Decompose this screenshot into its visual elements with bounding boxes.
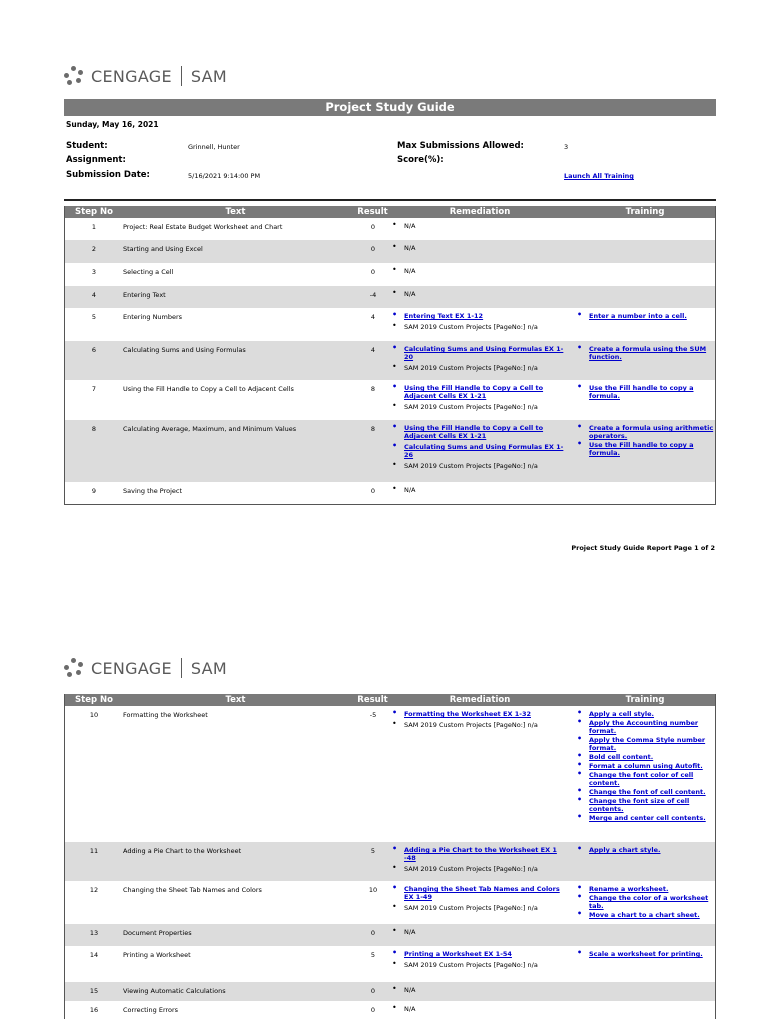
report-date: Sunday, May 16, 2021 [66, 120, 159, 129]
table-row [65, 308, 715, 341]
table-row [65, 218, 715, 240]
step-number: 12 [89, 886, 99, 894]
remediation-item: • SAM 2019 Custom Projects [PageNo:] n/a [390, 904, 570, 912]
step-number: 3 [91, 268, 97, 276]
step-number: 5 [91, 313, 97, 321]
step-result: 0 [370, 487, 376, 495]
table-header [65, 206, 715, 218]
training-link[interactable]: • Create a formula using the SUM function. [575, 345, 715, 361]
training-link[interactable]: • Move a chart to a chart sheet. [575, 911, 715, 919]
training-link[interactable]: • Change the color of a worksheet tab. [575, 894, 715, 910]
step-text: Entering Numbers [123, 313, 183, 321]
page-footer: Project Study Guide Report Page 1 of 2 [571, 544, 715, 552]
remediation-item: • SAM 2019 Custom Projects [PageNo:] n/a [390, 364, 570, 372]
remediation-link[interactable]: • Using the Fill Handle to Copy a Cell to Adjacent Cells EX 1-21 [390, 424, 570, 440]
step-result: 5 [370, 951, 376, 959]
step-text: Calculating Sums and Using Formulas [123, 346, 246, 354]
remediation-link[interactable]: • Entering Text EX 1-12 [390, 312, 570, 320]
step-number: 13 [89, 929, 99, 937]
remediation-item: • N/A [390, 290, 570, 298]
study-guide-table [64, 206, 716, 505]
step-result: 4 [370, 313, 376, 321]
step-text: Selecting a Cell [123, 268, 174, 276]
step-number: 15 [89, 987, 99, 995]
remediation-item: • N/A [390, 267, 570, 275]
remediation-link[interactable]: • Using the Fill Handle to Copy a Cell to Adjacent Cells EX 1-21 [390, 384, 570, 400]
step-result: 0 [370, 929, 376, 937]
table-row [65, 286, 715, 308]
training-link[interactable]: • Change the font of cell content. [575, 788, 715, 796]
step-number: 1 [91, 223, 97, 231]
table-row [65, 924, 715, 946]
step-text: Document Properties [123, 929, 192, 937]
remediation-list [390, 710, 570, 732]
remediation-link[interactable]: • Calculating Sums and Using Formulas EX 1-20 [390, 345, 570, 361]
step-number: 10 [89, 711, 99, 719]
cengage-mark-icon [64, 66, 86, 86]
training-list [575, 384, 715, 401]
header-text: Text [225, 207, 246, 217]
step-text: Calculating Average, Maximum, and Minimum Values [123, 425, 297, 433]
student-value: Grinnell, Hunter [188, 143, 240, 151]
step-text: Formatting the Worksheet [123, 711, 208, 719]
step-text: Changing the Sheet Tab Names and Colors [123, 886, 262, 894]
remediation-list [390, 885, 570, 915]
step-text: Starting and Using Excel [123, 245, 203, 253]
step-result: 10 [368, 886, 378, 894]
header-text: Text [225, 695, 246, 705]
remediation-list [390, 244, 570, 255]
step-result: 8 [370, 425, 376, 433]
remediation-list [390, 312, 570, 334]
training-link[interactable]: • Change the font color of cell content. [575, 771, 715, 787]
remediation-link[interactable]: • Formatting the Worksheet EX 1-32 [390, 710, 570, 718]
remediation-list [390, 267, 570, 278]
header-step: Step No [75, 207, 113, 217]
remediation-item: • SAM 2019 Custom Projects [PageNo:] n/a [390, 961, 570, 969]
step-number: 11 [89, 847, 99, 855]
step-result: 4 [370, 346, 376, 354]
remediation-link[interactable]: • Printing a Worksheet EX 1-54 [390, 950, 570, 958]
study-guide-table-page2 [64, 694, 716, 1019]
training-list [575, 885, 715, 920]
remediation-list [390, 486, 570, 497]
table-row [65, 1001, 715, 1019]
launch-all-training-link[interactable]: Launch All Training [564, 172, 634, 180]
training-list [575, 424, 715, 458]
remediation-item: • N/A [390, 1005, 570, 1013]
header-result: Result [357, 695, 388, 705]
step-text: Saving the Project [123, 487, 183, 495]
training-link[interactable]: • Enter a number into a cell. [575, 312, 715, 320]
step-text: Project: Real Estate Budget Worksheet and Chart [123, 223, 283, 231]
header-training: Training [625, 207, 665, 217]
table-row [65, 842, 715, 881]
training-link[interactable]: • Apply a chart style. [575, 846, 715, 854]
table-row [65, 881, 715, 924]
header-remediation: Remediation [449, 695, 511, 705]
table-row [65, 240, 715, 263]
table-row [65, 706, 715, 842]
step-number: 4 [91, 291, 97, 299]
student-label: Student: [66, 141, 108, 151]
training-link[interactable]: • Merge and center cell contents. [575, 814, 715, 822]
step-text: Using the Fill Handle to Copy a Cell to Adjacent Cells [123, 385, 294, 393]
cengage-logo-page2 [64, 658, 227, 678]
training-list [575, 950, 715, 959]
assignment-label: Assignment: [66, 155, 126, 165]
training-link[interactable]: • Apply the Accounting number format. [575, 719, 715, 735]
training-list [575, 710, 715, 823]
training-link[interactable]: • Use the Fill handle to copy a formula. [575, 441, 715, 457]
remediation-item: • SAM 2019 Custom Projects [PageNo:] n/a [390, 721, 570, 729]
step-text: Correcting Errors [123, 1006, 179, 1014]
training-link[interactable]: • Apply the Comma Style number format. [575, 736, 715, 752]
remediation-list [390, 1005, 570, 1016]
table-row [65, 946, 715, 982]
remediation-list [390, 846, 570, 876]
table-row [65, 420, 715, 482]
remediation-link[interactable]: • Changing the Sheet Tab Names and Colors EX 1-49 [390, 885, 570, 901]
remediation-list [390, 384, 570, 414]
training-link[interactable]: • Format a column using Autofit. [575, 762, 715, 770]
header-result: Result [357, 207, 388, 217]
training-link[interactable]: • Change the font size of cell contents. [575, 797, 715, 813]
remediation-list [390, 290, 570, 301]
remediation-list [390, 928, 570, 939]
training-link[interactable]: • Scale a worksheet for printing. [575, 950, 715, 958]
step-number: 2 [91, 245, 97, 253]
table-row [65, 341, 715, 380]
remediation-item: • SAM 2019 Custom Projects [PageNo:] n/a [390, 865, 570, 873]
table-header [65, 694, 715, 706]
remediation-item: • N/A [390, 244, 570, 252]
step-result: 8 [370, 385, 376, 393]
step-number: 14 [89, 951, 99, 959]
step-result: 0 [370, 223, 376, 231]
step-text: Entering Text [123, 291, 166, 299]
remediation-item: • N/A [390, 986, 570, 994]
remediation-list [390, 950, 570, 972]
remediation-item: • N/A [390, 222, 570, 230]
submission-date-value: 5/16/2021 9:14:00 PM [188, 172, 261, 180]
table-row [65, 482, 715, 504]
header-remediation: Remediation [449, 207, 511, 217]
cengage-logo [64, 66, 227, 86]
step-result: 0 [370, 1006, 376, 1014]
training-list [575, 846, 715, 855]
product-name: SAM [190, 658, 228, 678]
training-link[interactable]: • Create a formula using arithmetic operators. [575, 424, 715, 440]
submission-date-label: Submission Date: [66, 170, 150, 180]
step-number: 8 [91, 425, 97, 433]
training-link[interactable]: • Bold cell content. [575, 753, 715, 761]
step-number: 16 [89, 1006, 99, 1014]
step-number: 6 [91, 346, 97, 354]
table-row [65, 263, 715, 286]
brand-name: CENGAGE [91, 658, 172, 678]
step-result: 0 [370, 268, 376, 276]
remediation-list [390, 222, 570, 233]
step-number: 9 [91, 487, 97, 495]
max-submissions-label: Max Submissions Allowed: [397, 141, 524, 151]
brand-name: CENGAGE [91, 66, 172, 86]
step-result: 0 [370, 245, 376, 253]
remediation-item: • SAM 2019 Custom Projects [PageNo:] n/a [390, 403, 570, 411]
training-link[interactable]: • Rename a worksheet. [575, 885, 715, 893]
table-row [65, 982, 715, 1001]
header-divider [64, 199, 716, 201]
remediation-item: • SAM 2019 Custom Projects [PageNo:] n/a [390, 323, 570, 331]
remediation-item: • N/A [390, 486, 570, 494]
score-label: Score(%): [397, 155, 444, 165]
remediation-link[interactable]: • Adding a Pie Chart to the Worksheet EX 1 -48 [390, 846, 570, 862]
step-text: Printing a Worksheet [123, 951, 191, 959]
step-result: 5 [370, 847, 376, 855]
remediation-link[interactable]: • Calculating Sums and Using Formulas EX 1-26 [390, 443, 570, 459]
training-list [575, 345, 715, 362]
training-list [575, 312, 715, 321]
training-link[interactable]: • Use the Fill handle to copy a formula. [575, 384, 715, 400]
remediation-list [390, 345, 570, 375]
step-number: 7 [91, 385, 97, 393]
training-link[interactable]: • Apply a cell style. [575, 710, 715, 718]
header-training: Training [625, 695, 665, 705]
page-title: Project Study Guide [64, 99, 716, 116]
remediation-list [390, 424, 570, 473]
step-text: Viewing Automatic Calculations [123, 987, 226, 995]
remediation-item: • N/A [390, 928, 570, 936]
step-result: -5 [369, 711, 377, 719]
header-step: Step No [75, 695, 113, 705]
remediation-item: • SAM 2019 Custom Projects [PageNo:] n/a [390, 462, 570, 470]
max-submissions-value: 3 [564, 143, 569, 151]
table-row [65, 380, 715, 420]
product-name: SAM [190, 66, 228, 86]
step-result: 0 [370, 987, 376, 995]
cengage-mark-icon [64, 658, 86, 678]
step-text: Adding a Pie Chart to the Worksheet [123, 847, 242, 855]
remediation-list [390, 986, 570, 997]
step-result: -4 [369, 291, 377, 299]
